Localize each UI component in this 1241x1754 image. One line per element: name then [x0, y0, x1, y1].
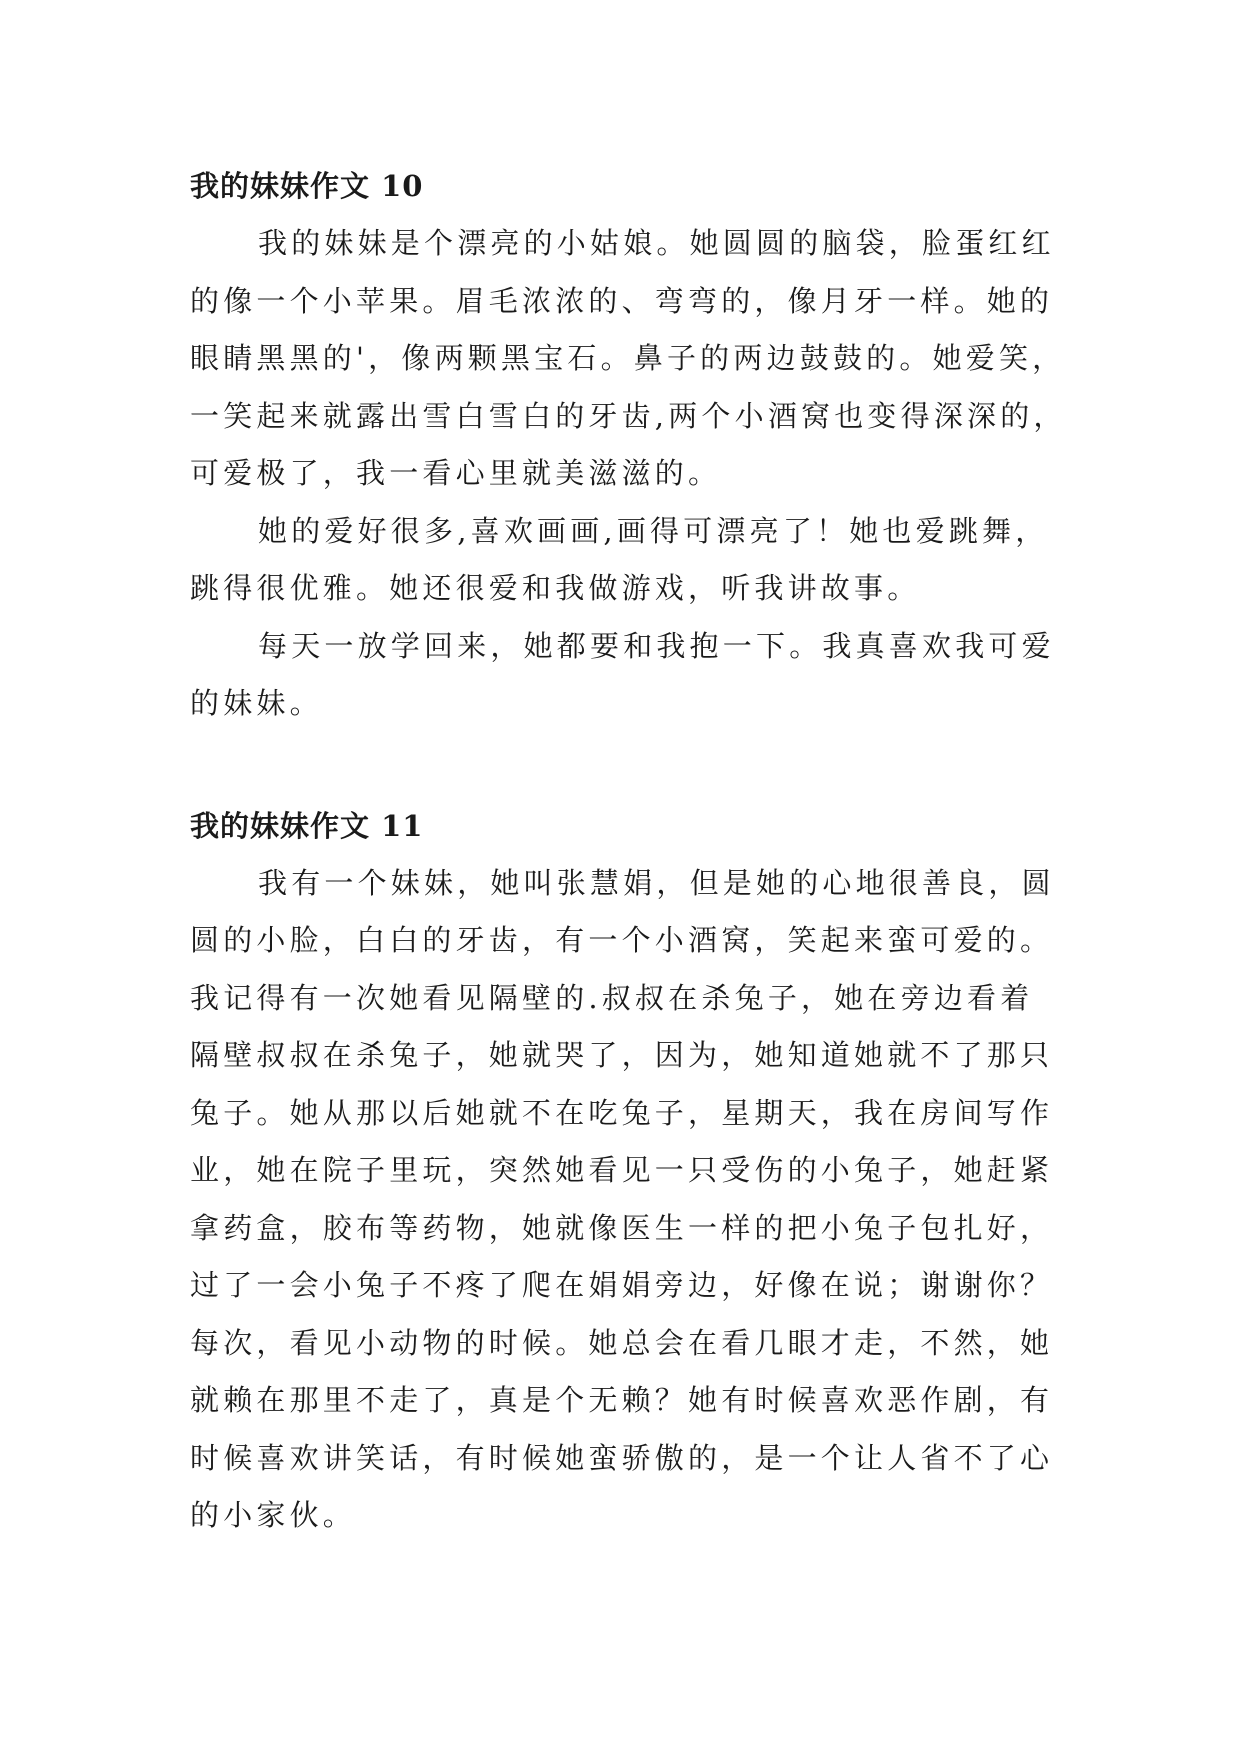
paragraph-line: 我有一个妹妹，她叫张慧娟，但是她的心地很善良，圆: [258, 865, 1055, 900]
paragraph-2-line: 跳得很优雅。她还很爱和我做游戏，听我讲故事。: [190, 571, 921, 605]
paragraph-2-line: 她的爱好很多,喜欢画画,画得可漂亮了！她也爱跳舞，: [258, 513, 1049, 548]
paragraph-3-line: 的妹妹。: [190, 686, 323, 720]
document-page: [190, 157, 1070, 1545]
paragraph-line: 隔壁叔叔在杀兔子，她就哭了，因为，她知道她就不了那只: [190, 1038, 1054, 1072]
paragraph-1-line: 可爱极了，我一看心里就美滋滋的。: [190, 456, 722, 490]
paragraph-1-line: 我的妹妹是个漂亮的小姑娘。她圆圆的脑袋，脸蛋红红: [258, 226, 1055, 260]
essay-10: [190, 157, 1070, 733]
paragraph-line: 业，她在院子里玩，突然她看见一只受伤的小兔子，她赶紧: [190, 1153, 1054, 1187]
paragraph-line: 的小家伙。: [190, 1498, 357, 1532]
paragraph-1-line: 的像一个小苹果。眉毛浓浓的、弯弯的，像月牙一样。她的: [190, 283, 1054, 318]
paragraph-line: 每次，看见小动物的时候。她总会在看几眼才走，不然，她: [190, 1325, 1054, 1360]
paragraph-line: 时候喜欢讲笑话，有时候她蛮骄傲的，是一个让人省不了心: [190, 1440, 1054, 1475]
essay-title: 我的妹妹作文 10: [190, 169, 424, 203]
paragraph-line: 拿药盒，胶布等药物，她就像医生一样的把小兔子包扎好，: [190, 1210, 1054, 1245]
section-spacer: [190, 733, 1070, 797]
paragraph-line: 就赖在那里不走了，真是个无赖？她有时候喜欢恶作剧，有: [190, 1383, 1054, 1417]
paragraph-3-line: 每天一放学回来，她都要和我抱一下。我真喜欢我可爱: [258, 628, 1055, 663]
paragraph-1-line: 眼睛黑黑的'，像两颗黑宝石。鼻子的两边鼓鼓的。她爱笑，: [190, 341, 1066, 375]
essay-11: [190, 797, 1070, 1545]
paragraph-line: 圆的小脸，白白的牙齿，有一个小酒窝，笑起来蛮可爱的。: [190, 923, 1054, 957]
paragraph-line: 我记得有一次她看见隔壁的.叔叔在杀兔子，她在旁边看着: [190, 980, 1034, 1015]
paragraph-line: 过了一会小兔子不疼了爬在娟娟旁边，好像在说；谢谢你？: [190, 1268, 1054, 1302]
paragraph-line: 兔子。她从那以后她就不在吃兔子，星期天，我在房间写作: [190, 1095, 1054, 1130]
paragraph-1-line: 一笑起来就露出雪白雪白的牙齿,两个小酒窝也变得深深的，: [190, 398, 1067, 433]
essay-title: 我的妹妹作文 11: [190, 808, 424, 843]
